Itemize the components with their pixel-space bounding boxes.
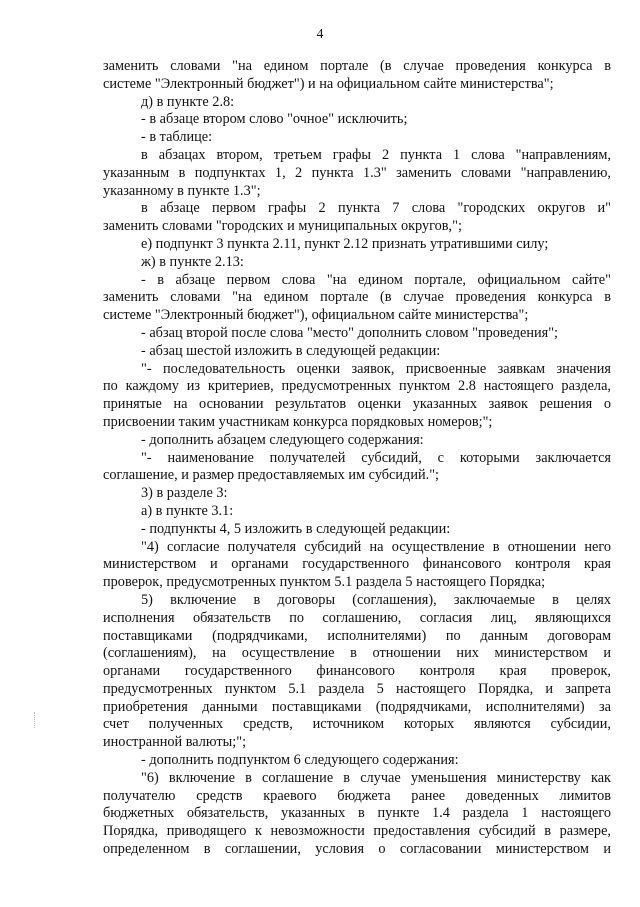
text-line: в абзаце первом графы 2 пункта 7 слова "городских округов и" [141, 200, 611, 217]
text-line: а) в пункте 3.1: [141, 502, 234, 519]
text-line: е) подпункт 3 пункта 2.11, пункт 2.12 признать утратившими силу; [141, 235, 549, 252]
text-line: "6) включение в соглашение в случае уменьшения министерству как [141, 769, 611, 786]
margin-mark [34, 712, 37, 728]
text-line: системе "Электронный бюджет"), официальном сайте министерства"; [103, 307, 529, 324]
text-line: предусмотренных пунктом 5.1 раздела 5 настоящего Порядка, и запрета [103, 680, 611, 697]
text-line: - в таблице: [141, 129, 213, 146]
text-line: проверок, предусмотренных пунктом 5.1 раздела 5 настоящего Порядка; [103, 574, 546, 591]
text-line: в абзацах втором, третьем графы 2 пункта 1 слова "направлениям, [141, 146, 611, 163]
text-line: определенном в соглашении, условия о согласовании министерством и [103, 841, 611, 858]
text-line: иностранной валюты;"; [103, 734, 247, 751]
text-line: 5) включение в договоры (соглашения), заключаемые в целях [141, 591, 611, 608]
document-body [103, 58, 611, 859]
text-line: органами государственного финансового контроля края проверок, [103, 663, 611, 680]
text-line: - в абзаце первом слова "на едином портале, официальном сайте" [141, 271, 611, 288]
text-line: Порядка, приводящего к невозможности предоставления субсидий в размере, [103, 823, 611, 840]
text-line: "- последовательность оценки заявок, присвоенные заявкам значения [141, 360, 611, 377]
text-line: заменить словами "на едином портале (в случае проведения конкурса в [103, 58, 611, 74]
text-line: приобретения данными поставщиками (подрядчиками, исполнителями) за [103, 698, 611, 715]
text-line: заменить словами "на едином портале (в случае проведения конкурса в [103, 289, 611, 306]
text-line: указанным в подпунктах 1, 2 пункта 1.3" заменить словами "направлению, [103, 164, 611, 181]
text-line: - абзац шестой изложить в следующей редакции: [141, 342, 441, 359]
text-line: получателю средств краевого бюджета ранее доведенных лимитов [103, 787, 611, 804]
text-line: по каждому из критериев, предусмотренных пунктом 2.8 настоящего раздела, [103, 378, 611, 395]
text-line: - в абзаце втором слово "очное" исключить; [141, 111, 408, 128]
text-line: принятые на основании результатов оценки указанных заявок решения о [103, 396, 611, 413]
text-line: заменить словами "городских и муниципальных округов,"; [103, 218, 462, 235]
text-line: - дополнить абзацем следующего содержания: [141, 431, 424, 448]
text-line: бюджетных обязательств, указанных в пункте 1.4 раздела 1 настоящего [103, 805, 611, 822]
text-line: счет полученных средств, источником которых являются субсидии, [103, 716, 611, 733]
text-line: указанному в пункте 1.3"; [103, 182, 261, 199]
text-line: присвоении таким участникам конкурса порядковых номеров;"; [103, 413, 493, 430]
text-line: - подпункты 4, 5 изложить в следующей редакции: [141, 520, 451, 537]
page-number: 4 [316, 26, 324, 41]
text-line: - дополнить подпунктом 6 следующего содержания: [141, 752, 459, 769]
text-line: исполнения обязательств по соглашению, согласия лиц, являющихся [103, 609, 611, 626]
text-line: министерством и органами государственного финансового контроля края [103, 556, 611, 573]
text-line: д) в пункте 2.8: [141, 93, 235, 110]
text-line: "- наименование получателей субсидий, с которыми заключается [141, 449, 611, 466]
text-line: "4) согласие получателя субсидий на осуществление в отношении него [141, 538, 611, 555]
text-line: 3) в разделе 3: [141, 485, 228, 502]
text-line: соглашение, и размер предоставляемых им субсидий."; [103, 467, 440, 484]
text-line: (соглашениям), на осуществление в отношении них министерством и [103, 645, 611, 662]
text-line: - абзац второй после слова "место" дополнить словом "проведения"; [141, 324, 559, 341]
text-line: системе "Электронный бюджет") и на официальном сайте министерства"; [103, 75, 554, 92]
text-line: поставщиками (подрядчиками, исполнителями) по данным договорам [103, 627, 611, 644]
text-line: ж) в пункте 2.13: [141, 253, 244, 270]
